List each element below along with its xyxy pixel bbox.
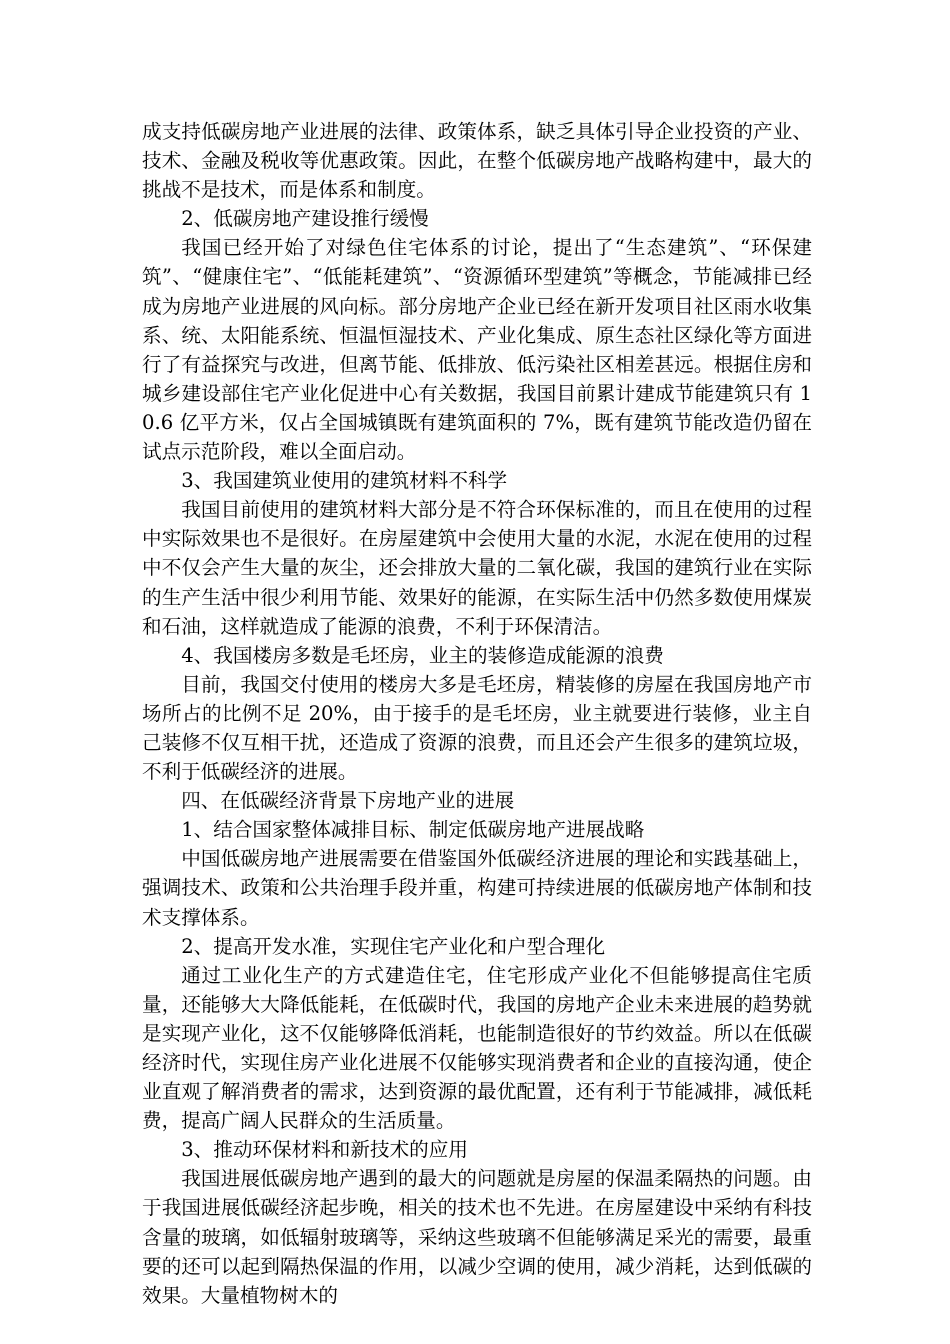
- paragraph-new-materials: 我国进展低碳房地产遇到的最大的问题就是房屋的保温柔隔热的问题。由于我国进展低碳经济起步晚，相关的技术也不先进。在房屋建设中采纳有科技含量的玻璃，如低辐射玻璃等，采纳这些玻璃不但能够满足采光的需要，最重要的还可以起到隔热保温的作用，以减少空调的使用，减少消耗，达到低碳的效果。大量植物树木的: [142, 1167, 812, 1307]
- subheading-2: 2、低碳房地产建设推行缓慢: [181, 207, 429, 231]
- paragraph-continuation: 成支持低碳房地产业进展的法律、政策体系，缺乏具体引导企业投资的产业、技术、金融及税收等优惠政策。因此，在整个低碳房地产战略构建中，最大的挑战不是技术，而是体系和制度。: [142, 120, 812, 202]
- subheading-4-1: 1、结合国家整体减排目标、制定低碳房地产进展战略: [181, 818, 645, 842]
- paragraph-strategy: 中国低碳房地产进展需要在借鉴国外低碳经济进展的理论和实践基础上，强调技术、政策和公共治理手段并重，构建可持续进展的低碳房地产体制和技术支撑体系。: [142, 847, 812, 929]
- subheading-3: 3、我国建筑业使用的建筑材料不科学: [181, 469, 508, 493]
- document-page: [142, 117, 812, 1310]
- paragraph-green-housing: 我国已经开始了对绿色住宅体系的讨论，提出了“生态建筑”、“环保建筑”、“健康住宅”、“低能耗建筑”、“资源循环型建筑”等概念，节能减排已经成为房地产业进展的风向标。部分房地产企业已经在新开发项目社区雨水收集系、统、太阳能系统、恒温恒湿技术、产业化集成、原生态社区绿化等方面进行了有益探究与改进，但离节能、低排放、低污染社区相差甚远。根据住房和城乡建设部住宅产业化促进中心有关数据，我国目前累计建成节能建筑只有 10.6 亿平方米，仅占全国城镇既有建筑面积的 7%，既有建筑节能改造仍留在试点示范阶段，难以全面启动。: [142, 236, 812, 464]
- paragraph-industrialization: 通过工业化生产的方式建造住宅，住宅形成产业化不但能够提高住宅质量，还能够大大降低能耗，在低碳时代，我国的房地产企业未来进展的趋势就是实现产业化，这不仅能够降低消耗，也能制造很好的节约效益。所以在低碳经济时代，实现住房产业化进展不仅能够实现消费者和企业的直接沟通，使企业直观了解消费者的需求，达到资源的最优配置，还有利于节能减排，减低耗费，提高广阔人民群众的生活质量。: [142, 963, 812, 1133]
- paragraph-building-materials: 我国目前使用的建筑材料大部分是不符合环保标准的，而且在使用的过程中实际效果也不是很好。在房屋建筑中会使用大量的水泥，水泥在使用的过程中不仅会产生大量的灰尘，还会排放大量的二氧化碳，我国的建筑行业在实际的生产生活中很少利用节能、效果好的能源，在实际生活中仍然多数使用煤炭和石油，这样就造成了能源的浪费，不利于环保清洁。: [142, 498, 812, 638]
- paragraph-rough-houses: 目前，我国交付使用的楼房大多是毛坯房，精装修的房屋在我国房地产市场所占的比例不足 20%，由于接手的是毛坯房，业主就要进行装修，业主自己装修不仅互相干扰，还造成了资源的浪费，而且还会产生很多的建筑垃圾，不利于低碳经济的进展。: [142, 672, 812, 784]
- subheading-4: 4、我国楼房多数是毛坯房，业主的装修造成能源的浪费: [181, 643, 664, 667]
- section-heading-4: 四、在低碳经济背景下房地产业的进展: [181, 789, 515, 813]
- subheading-4-2: 2、提高开发水准，实现住宅产业化和户型合理化: [181, 934, 606, 958]
- subheading-4-3: 3、推动环保材料和新技术的应用: [181, 1138, 468, 1162]
